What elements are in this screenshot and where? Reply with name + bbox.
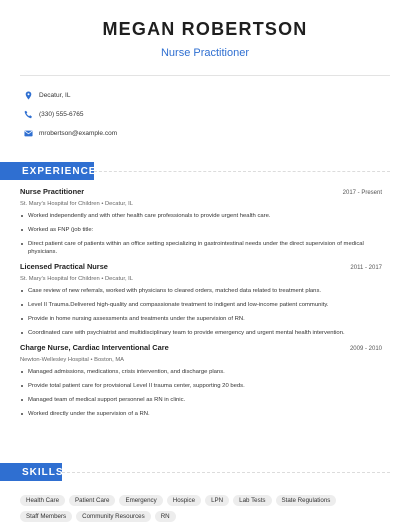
skills-list <box>20 495 390 527</box>
job-bullets <box>20 368 382 418</box>
skill-chip: Hospice <box>167 495 201 506</box>
job-title: Nurse Practitioner <box>20 187 85 196</box>
job-bullet: Worked directly under the supervision of a RN. <box>20 410 382 418</box>
job-bullet: Worked independently and with other health care professionals to provide urgent health care. <box>20 212 382 220</box>
contact-email <box>23 124 410 143</box>
phone-icon <box>23 110 33 120</box>
skill-chip: Lab Tests <box>233 495 271 506</box>
experience-divider <box>94 171 390 172</box>
job-title: Licensed Practical Nurse <box>20 262 108 271</box>
contact-email-text: mrobertson@example.com <box>39 130 118 137</box>
resume-header <box>0 0 410 60</box>
email-icon <box>23 129 33 139</box>
contact-list <box>0 76 410 143</box>
job-employer: St. Mary's Hospital for Children • Decatur, IL <box>20 276 133 282</box>
job-bullet: Managed team of medical support personnel as RN in clinic. <box>20 396 382 404</box>
job-bullet: Level II Trauma.Delivered high-quality and compassionate treatment to indigent and low-income patient community. <box>20 301 382 309</box>
experience-section <box>20 187 382 424</box>
skill-chip: Emergency <box>119 495 162 506</box>
job-employer: Newton-Wellesley Hospital • Boston, MA <box>20 357 125 363</box>
skill-chip: Staff Members <box>20 511 72 522</box>
contact-location <box>23 86 410 105</box>
contact-location-text: Decatur, IL <box>39 92 71 99</box>
experience-heading: EXPERIENCE <box>0 162 94 180</box>
job-bullets <box>20 287 382 337</box>
candidate-role: Nurse Practitioner <box>160 47 250 59</box>
job-bullet: Case review of new referrals, worked with physicians to cleared orders, matched data related to treatment plans. <box>20 287 382 295</box>
job-bullet: Coordinated care with psychiatrist and multidisciplinary team to provide emergency and urgent mental health intervention. <box>20 329 382 337</box>
job-title: Charge Nurse, Cardiac Interventional Care <box>20 343 169 352</box>
skill-chip: Patient Care <box>69 495 115 506</box>
contact-phone-text: (330) 555-6765 <box>39 111 84 118</box>
job-entry <box>20 343 382 418</box>
job-bullet: Direct patient care of patients within an office setting specializing in gastrointestinal needs under the direct supervision of medical physicians. <box>20 240 382 256</box>
job-dates: 2017 - Present <box>342 190 382 196</box>
job-entry <box>20 262 382 337</box>
job-employer: St. Mary's Hospital for Children • Decatur, IL <box>20 201 133 207</box>
skills-heading: SKILLS <box>0 463 62 481</box>
skills-divider <box>62 472 390 473</box>
job-bullet: Provide total patient care for provisional Level II trauma center, supporting 20 beds. <box>20 382 382 390</box>
candidate-name: MEGAN ROBERTSON <box>102 19 308 39</box>
job-bullets <box>20 212 382 256</box>
skill-chip: RN <box>155 511 176 522</box>
job-bullet: Managed admissions, medications, crisis intervention, and discharge plans. <box>20 368 382 376</box>
skill-chip: LPN <box>205 495 229 506</box>
location-pin-icon <box>23 91 33 101</box>
job-dates: 2009 - 2010 <box>349 346 382 352</box>
job-entry <box>20 187 382 256</box>
job-bullet: Provide in home nursing assessments and treatments under the supervision of RN. <box>20 315 382 323</box>
skill-chip: Community Resources <box>76 511 151 522</box>
job-dates: 2011 - 2017 <box>350 265 382 271</box>
job-bullet: Worked as FNP (job title: <box>20 226 382 234</box>
skill-chip: Health Care <box>20 495 65 506</box>
skill-chip: State Regulations <box>276 495 337 506</box>
contact-phone <box>23 105 410 124</box>
